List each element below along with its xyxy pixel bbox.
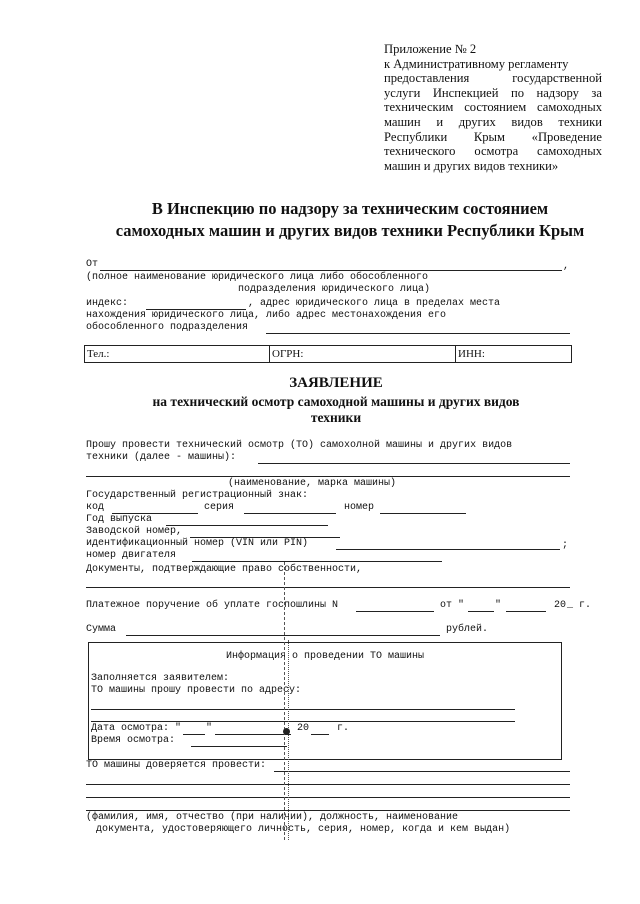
ownership-docs-field[interactable] bbox=[86, 587, 570, 588]
payment-year-suffix: _ г. bbox=[567, 600, 592, 611]
inspection-info-box bbox=[88, 642, 562, 760]
engine-label: номер двигателя bbox=[86, 550, 177, 561]
trust-field-2[interactable] bbox=[86, 784, 570, 785]
number-field[interactable] bbox=[380, 513, 466, 514]
sum-label: Сумма bbox=[86, 624, 117, 635]
from-label: От bbox=[86, 259, 99, 270]
machine-field-1[interactable] bbox=[258, 463, 570, 464]
machine-field-2[interactable] bbox=[86, 476, 570, 477]
appendix-line: машин и других видов техники» bbox=[384, 158, 559, 173]
statement-subtitle-2: техники bbox=[310, 410, 362, 425]
index-label: индекс: bbox=[86, 298, 129, 309]
payment-date-from: от " bbox=[440, 600, 465, 611]
trust-field-4[interactable] bbox=[86, 810, 570, 811]
number-label: номер bbox=[344, 502, 375, 513]
appendix-line: техническим состоянием самоходных bbox=[384, 100, 602, 115]
scan-speck bbox=[283, 728, 290, 735]
statement-subtitle-1: на технический осмотр самоходной машины и других видов bbox=[152, 394, 520, 409]
contacts-table bbox=[84, 345, 572, 363]
sum-field[interactable] bbox=[126, 635, 440, 636]
year-field[interactable] bbox=[166, 525, 328, 526]
from-name-field[interactable] bbox=[100, 270, 562, 271]
payment-month-field[interactable] bbox=[506, 611, 546, 612]
address-text-line-3: обособленного подразделения bbox=[86, 322, 249, 333]
inspection-time-field[interactable] bbox=[191, 746, 287, 747]
info-filled-by-label: Заполняется заявителем: bbox=[91, 673, 230, 684]
payment-day-field[interactable] bbox=[468, 611, 494, 612]
address-text: , адрес юридического лица в пределах места bbox=[248, 298, 501, 309]
scan-fold-line bbox=[284, 562, 285, 840]
reg-sign-label: Государственный регистрационный знак: bbox=[86, 490, 309, 501]
payment-year-prefix: 20 bbox=[554, 600, 567, 611]
scan-fold-line bbox=[288, 640, 289, 840]
appendix-line: к Административному регламенту bbox=[384, 56, 569, 71]
year-label: Год выпуска bbox=[86, 514, 153, 525]
appendix-line: машин и других видов техники bbox=[384, 114, 602, 129]
appendix-line: технического осмотра самоходных bbox=[384, 144, 602, 159]
code-label: код bbox=[86, 502, 105, 513]
inspection-day-field[interactable] bbox=[183, 734, 205, 735]
ogrn-label: ОГРН: bbox=[272, 348, 304, 360]
payment-number-field[interactable] bbox=[356, 611, 434, 612]
addressee-heading bbox=[60, 198, 640, 242]
ogrn-cell[interactable] bbox=[270, 346, 454, 362]
request-text-2: техники (далее - машины): bbox=[86, 452, 237, 463]
inn-cell[interactable] bbox=[456, 346, 570, 362]
appendix-line: услуги Инспекцией по надзору за bbox=[384, 85, 602, 100]
from-hint-1: (полное наименование юридического лица либо обособленного bbox=[86, 272, 429, 283]
info-box-title: Информация о проведении ТО машины bbox=[225, 651, 425, 662]
inspection-year-field[interactable] bbox=[311, 734, 329, 735]
info-address-label: ТО машины прошу провести по адресу: bbox=[91, 685, 302, 696]
trust-hint-2: документа, удостоверяющего личность, серия, номер, когда и кем выдан) bbox=[96, 824, 511, 835]
rubles-label: рублей. bbox=[446, 624, 489, 635]
vin-label: идентификационный номер (VIN или PIN) bbox=[86, 538, 309, 549]
inspection-time-label: Время осмотра: bbox=[91, 735, 176, 746]
inspection-date-label: Дата осмотра: " bbox=[91, 723, 182, 734]
trust-field-3[interactable] bbox=[86, 797, 570, 798]
engine-field[interactable] bbox=[192, 561, 442, 562]
addressee-line-2: самоходных машин и других видов техники Республики Крым bbox=[115, 221, 585, 240]
vin-semicolon: ; bbox=[562, 540, 569, 551]
request-text-1: Прошу провести технический осмотр (ТО) самохолной машины и других видов bbox=[86, 440, 513, 451]
address-text-line-2: нахождения юридического лица, либо адрес местонахождения его bbox=[86, 310, 447, 321]
trust-hint-1: (фамилия, имя, отчество (при наличии), должность, наименование bbox=[86, 812, 459, 823]
trust-field-1[interactable] bbox=[274, 771, 570, 772]
from-comma: , bbox=[563, 261, 570, 272]
inn-label: ИНН: bbox=[458, 348, 485, 360]
appendix-number: Приложение № 2 bbox=[384, 42, 477, 56]
ownership-docs-label: Документы, подтверждающие право собственности, bbox=[86, 564, 363, 575]
series-label: серия bbox=[204, 502, 235, 513]
inspection-date-quote: " bbox=[206, 723, 213, 734]
inspection-year-suffix: г. bbox=[337, 723, 350, 734]
tel-cell[interactable] bbox=[85, 346, 269, 362]
series-field[interactable] bbox=[244, 513, 336, 514]
info-address-field-1[interactable] bbox=[91, 709, 515, 710]
payment-quote: " bbox=[495, 600, 502, 611]
inspection-year-prefix: 20 bbox=[297, 723, 310, 734]
trust-label: ТО машины доверяется провести: bbox=[86, 760, 267, 771]
inspection-month-field[interactable] bbox=[215, 734, 291, 735]
vin-field[interactable] bbox=[336, 549, 560, 550]
info-address-field-2[interactable] bbox=[91, 721, 515, 722]
from-hint-2: подразделения юридического лица) bbox=[238, 284, 431, 295]
factory-number-label: Заводской номер, bbox=[86, 526, 183, 537]
addressee-line-1: В Инспекцию по надзору за техническим состоянием bbox=[151, 199, 549, 218]
address-field[interactable] bbox=[266, 333, 570, 334]
tel-label: Тел.: bbox=[87, 348, 110, 360]
statement-title: ЗАЯВЛЕНИЕ bbox=[289, 375, 383, 391]
appendix-line: предоставления государственной bbox=[384, 71, 602, 86]
payment-label: Платежное поручение об уплате госпошлины N bbox=[86, 600, 339, 611]
appendix-line: Республики Крым «Проведение bbox=[384, 129, 602, 144]
appendix-note bbox=[384, 42, 602, 173]
machine-brand-hint: (наименование, марка машины) bbox=[228, 478, 397, 489]
